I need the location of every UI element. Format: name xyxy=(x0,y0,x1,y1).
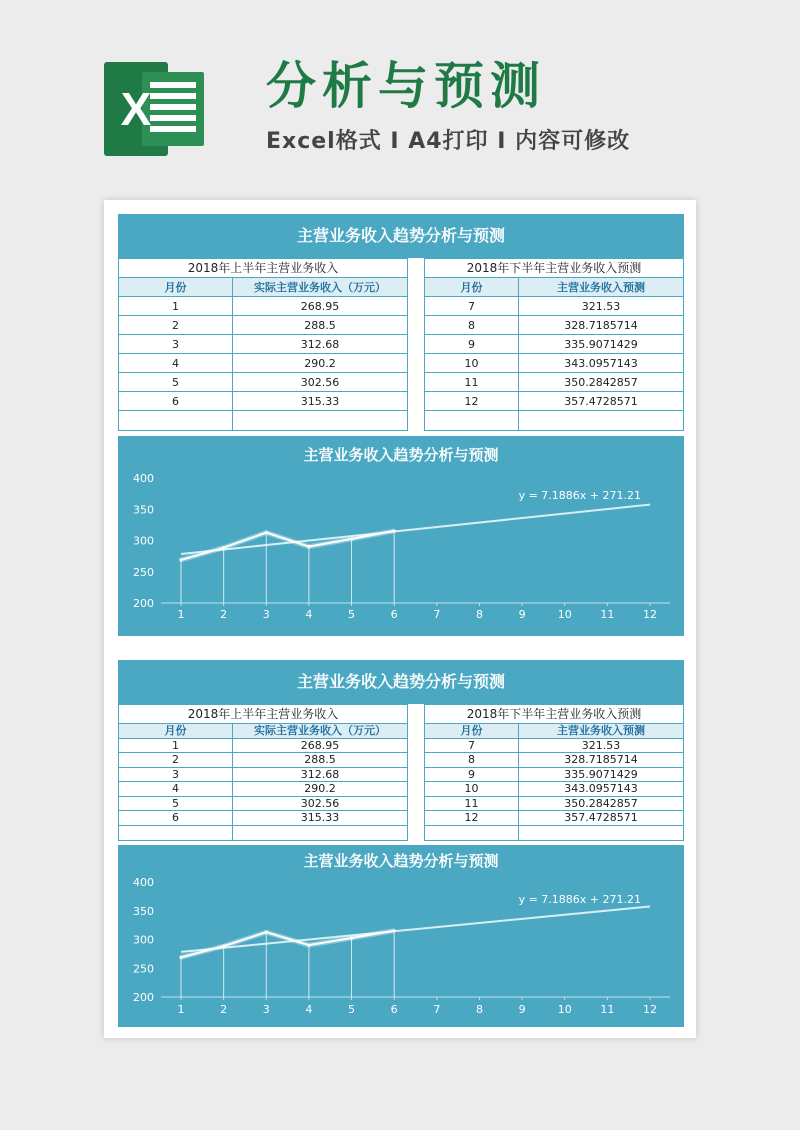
series-line-glow xyxy=(181,531,394,560)
data-point xyxy=(265,531,268,534)
cell-value xyxy=(519,411,683,430)
trendline-equation: y = 7.1886x + 271.21 xyxy=(518,893,641,906)
cell-value: 302.56 xyxy=(300,376,340,389)
table-row xyxy=(425,297,683,316)
data-point xyxy=(350,936,353,939)
cell-month: 4 xyxy=(119,354,233,372)
page-title: 分析与预测 xyxy=(266,57,546,115)
cell-value: 312.68 xyxy=(300,767,340,781)
section-2-right-table xyxy=(424,704,684,841)
cell-month: 6 xyxy=(119,392,233,410)
table-row xyxy=(425,753,683,768)
cell-month xyxy=(119,826,233,841)
table-row xyxy=(425,354,683,373)
cell-value: 268.95 xyxy=(300,738,340,752)
x-tick-label: 4 xyxy=(305,1003,313,1016)
cell-value: 350.2842857 xyxy=(564,376,638,389)
column-header-month: 月份 xyxy=(425,724,519,738)
cell-value: 288.5 xyxy=(304,319,336,332)
table-row xyxy=(119,373,407,392)
table-row xyxy=(119,297,407,316)
cell-value: 268.95 xyxy=(300,300,340,313)
table-header-row xyxy=(425,724,683,739)
y-tick-label: 300 xyxy=(133,933,154,947)
section-2-left-table xyxy=(118,704,408,841)
data-point xyxy=(350,537,353,540)
table-row xyxy=(425,826,683,841)
x-tick-label: 3 xyxy=(262,1003,270,1016)
cell-value: 315.33 xyxy=(300,811,340,824)
cell-value: 343.0957143 xyxy=(564,357,638,370)
section-1-banner: 主营业务收入趋势分析与预测 xyxy=(118,214,684,258)
column-header-month: 月份 xyxy=(425,278,519,296)
column-header-value: 主营业务收入预测 xyxy=(557,281,645,294)
table-row xyxy=(119,392,407,411)
cell-value: 335.9071429 xyxy=(564,767,638,781)
cell-month: 3 xyxy=(119,768,233,782)
trendline xyxy=(181,906,650,951)
section-2-banner: 主营业务收入趋势分析与预测 xyxy=(118,660,684,704)
data-point xyxy=(265,931,268,934)
table-row xyxy=(119,739,407,754)
table-row xyxy=(425,811,683,826)
table-row xyxy=(425,373,683,392)
cell-month: 10 xyxy=(425,354,519,372)
x-tick-label: 1 xyxy=(177,608,185,621)
cell-value: 328.7185714 xyxy=(564,753,638,766)
cell-month: 5 xyxy=(119,797,233,811)
cell-month: 9 xyxy=(425,335,519,353)
trendline xyxy=(181,505,650,554)
cell-month: 11 xyxy=(425,373,519,391)
column-header-month: 月份 xyxy=(119,724,233,738)
table-row xyxy=(425,392,683,411)
x-tick-label: 11 xyxy=(600,1003,615,1016)
table-row xyxy=(119,797,407,812)
y-tick-label: 250 xyxy=(133,565,154,579)
x-tick-label: 6 xyxy=(390,1003,398,1016)
x-tick-label: 3 xyxy=(262,608,270,621)
chart-title: 主营业务收入趋势分析与预测 xyxy=(303,852,499,870)
table-row xyxy=(119,335,407,354)
x-tick-label: 4 xyxy=(305,608,313,621)
cell-month: 7 xyxy=(425,297,519,315)
column-header-value: 实际主营业务收入（万元） xyxy=(254,281,386,294)
x-tick-label: 12 xyxy=(643,608,657,621)
cell-value: 357.4728571 xyxy=(564,395,638,408)
x-tick-label: 7 xyxy=(433,1003,441,1016)
table-row xyxy=(119,826,407,841)
cell-month: 10 xyxy=(425,782,519,796)
table-row xyxy=(425,782,683,797)
y-tick-label: 350 xyxy=(133,904,154,918)
data-point xyxy=(307,944,310,947)
x-tick-label: 9 xyxy=(518,1003,526,1016)
x-tick-label: 9 xyxy=(518,608,526,621)
cell-month: 4 xyxy=(119,782,233,796)
x-tick-label: 8 xyxy=(475,608,483,621)
y-tick-label: 200 xyxy=(133,597,154,610)
cell-month: 12 xyxy=(425,811,519,825)
table-row xyxy=(425,797,683,812)
data-point xyxy=(222,945,225,948)
table-caption: 2018年上半年主营业务收入 xyxy=(119,259,407,278)
cell-value: 290.2 xyxy=(304,357,336,370)
cell-month: 2 xyxy=(119,753,233,767)
table-header-row xyxy=(425,278,683,297)
table-header-row xyxy=(119,278,407,297)
x-tick-label: 2 xyxy=(220,1003,228,1016)
table-caption: 2018年下半年主营业务收入预测 xyxy=(425,259,683,278)
data-point xyxy=(393,929,396,932)
data-point xyxy=(179,558,182,561)
section-1-left-table xyxy=(118,258,408,431)
x-tick-label: 2 xyxy=(220,608,228,621)
table-row xyxy=(119,411,407,430)
cell-value: 315.33 xyxy=(300,395,340,408)
x-tick-label: 10 xyxy=(557,608,572,621)
cell-month: 5 xyxy=(119,373,233,391)
data-point xyxy=(222,546,225,549)
table-row xyxy=(425,316,683,335)
y-tick-label: 350 xyxy=(133,503,154,517)
cell-month xyxy=(425,411,519,430)
cell-value: 312.68 xyxy=(300,338,340,351)
y-tick-label: 250 xyxy=(133,962,154,976)
table-row xyxy=(425,739,683,754)
y-tick-label: 400 xyxy=(133,876,154,889)
data-point xyxy=(179,956,182,959)
table-row xyxy=(119,811,407,826)
x-tick-label: 1 xyxy=(177,1003,185,1016)
cell-value: 335.9071429 xyxy=(564,338,638,351)
column-header-value: 主营业务收入预测 xyxy=(557,724,645,737)
x-tick-label: 10 xyxy=(557,1003,572,1016)
table-row xyxy=(425,335,683,354)
table-row xyxy=(119,768,407,783)
x-tick-label: 11 xyxy=(600,608,615,621)
x-tick-label: 12 xyxy=(643,1003,657,1016)
cell-month: 7 xyxy=(425,739,519,753)
table-caption: 2018年下半年主营业务收入预测 xyxy=(425,705,683,724)
page-subtitle: Excel格式 I A4打印 I 内容可修改 xyxy=(266,129,631,154)
y-tick-label: 300 xyxy=(133,534,154,548)
data-point xyxy=(393,529,396,532)
cell-value xyxy=(519,826,683,841)
cell-value: 357.4728571 xyxy=(564,811,638,824)
cell-month: 2 xyxy=(119,316,233,334)
column-header-month: 月份 xyxy=(119,278,233,296)
table-caption: 2018年上半年主营业务收入 xyxy=(119,705,407,724)
cell-value: 321.53 xyxy=(581,300,621,313)
x-tick-label: 5 xyxy=(348,1003,356,1016)
y-tick-label: 200 xyxy=(133,991,154,1004)
section-2-chart xyxy=(118,845,684,1027)
cell-month: 1 xyxy=(119,297,233,315)
cell-month xyxy=(425,826,519,841)
section-1-chart xyxy=(118,436,684,636)
cell-month: 9 xyxy=(425,768,519,782)
section-1-right-table xyxy=(424,258,684,431)
trendline-equation: y = 7.1886x + 271.21 xyxy=(518,489,641,502)
table-row xyxy=(425,768,683,783)
cell-month: 12 xyxy=(425,392,519,410)
data-point xyxy=(307,545,310,548)
x-tick-label: 6 xyxy=(390,608,398,621)
x-tick-label: 8 xyxy=(475,1003,483,1016)
cell-value: 288.5 xyxy=(304,753,336,766)
table-row xyxy=(119,316,407,335)
cell-value: 328.7185714 xyxy=(564,319,638,332)
cell-value xyxy=(233,411,407,430)
cell-month: 8 xyxy=(425,316,519,334)
cell-value: 321.53 xyxy=(581,738,621,752)
cell-value: 302.56 xyxy=(300,796,340,810)
column-header-value: 实际主营业务收入（万元） xyxy=(254,724,386,737)
cell-month: 6 xyxy=(119,811,233,825)
section-1-chart-svg xyxy=(118,436,684,636)
table-row xyxy=(425,411,683,430)
series-line-glow xyxy=(181,931,394,958)
x-tick-label: 5 xyxy=(348,608,356,621)
table-row xyxy=(119,753,407,768)
table-header-row xyxy=(119,724,407,739)
y-tick-label: 400 xyxy=(133,472,154,485)
cell-value xyxy=(233,826,407,841)
cell-month: 8 xyxy=(425,753,519,767)
cell-month: 1 xyxy=(119,739,233,753)
cell-month: 3 xyxy=(119,335,233,353)
logo-letter: X xyxy=(120,83,152,135)
chart-title: 主营业务收入趋势分析与预测 xyxy=(303,446,499,464)
x-tick-label: 7 xyxy=(433,608,441,621)
table-row xyxy=(119,354,407,373)
cell-value: 290.2 xyxy=(304,782,336,795)
section-2-chart-svg xyxy=(118,845,684,1027)
cell-value: 343.0957143 xyxy=(564,782,638,795)
excel-logo-icon xyxy=(104,62,204,156)
cell-month: 11 xyxy=(425,797,519,811)
cell-month xyxy=(119,411,233,430)
table-row xyxy=(119,782,407,797)
cell-value: 350.2842857 xyxy=(564,796,638,810)
